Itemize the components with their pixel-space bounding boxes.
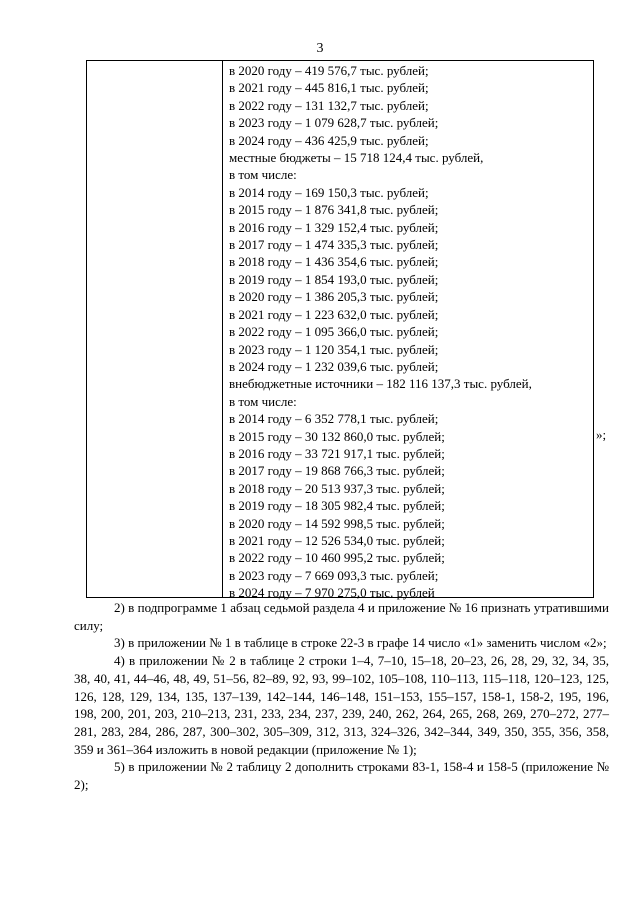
table-line: в 2023 году – 7 669 093,3 тыс. рублей;: [229, 567, 439, 583]
table-line: в том числе:: [229, 167, 297, 183]
table-line: в 2018 году – 20 513 937,3 тыс. рублей;: [229, 480, 445, 496]
table-line: в 2023 году – 1 120 354,1 тыс. рублей;: [229, 341, 439, 357]
table-line: в 2022 году – 1 095 366,0 тыс. рублей;: [229, 324, 439, 340]
amendment-paragraphs: [74, 599, 609, 794]
table-line: в 2017 году – 1 474 335,3 тыс. рублей;: [229, 237, 439, 253]
table-line: внебюджетные источники – 182 116 137,3 тыс. рублей,: [229, 376, 532, 392]
table-line: в 2024 году – 7 970 275,0 тыс. рублей: [229, 585, 435, 601]
table-line: в 2021 году – 12 526 534,0 тыс. рублей;: [229, 532, 445, 548]
table-line: в 2019 году – 1 854 193,0 тыс. рублей;: [229, 271, 439, 287]
table-line: в 2014 году – 169 150,3 тыс. рублей;: [229, 184, 429, 200]
table-line: в 2020 году – 14 592 998,5 тыс. рублей;: [229, 515, 445, 531]
table-line: в 2016 году – 33 721 917,1 тыс. рублей;: [229, 445, 445, 461]
table-column-divider: [222, 61, 223, 597]
table-line: в 2017 году – 19 868 766,3 тыс. рублей;: [229, 463, 445, 479]
table-line: в 2018 году – 1 436 354,6 тыс. рублей;: [229, 254, 439, 270]
amendment-paragraph: 4) в приложении № 2 в таблице 2 строки 1–4, 7–10, 15–18, 20–23, 26, 28, 29, 32, 34, 35, 38, 40, 41, 44–46, 48, 49, 51–56, 82–89, 92, 93, 99–102, 105–108, 110–113, 115–118, 120–123, 125, 126, 128, 129, 134, 135, 137–139, 142–144, 146–148, 151–153, 155–157, 158-1, 158-2, 195, 196, 198, 200, 201, 203, 210–213, 231, 233, 234, 237, 239, 240, 262, 264, 265, 268, 269, 270–272, 277–281, 283, 284, 286, 287, 300–302, 305–309, 312, 313, 324–326, 342–344, 349, 350, 355, 356, 358, 359 и 361–364 изложить в новой редакции (приложение № 1);: [74, 653, 609, 757]
table-line: в 2024 году – 436 425,9 тыс. рублей;: [229, 132, 429, 148]
amendment-paragraph: 2) в подпрограмме 1 абзац седьмой раздела 4 и приложение № 16 признать утратившими силу;: [74, 600, 609, 633]
page-number: 3: [316, 41, 324, 56]
table-line: в 2023 году – 1 079 628,7 тыс. рублей;: [229, 115, 439, 131]
table-line: в 2014 году – 6 352 778,1 тыс. рублей;: [229, 411, 439, 427]
table-line: в 2021 году – 1 223 632,0 тыс. рублей;: [229, 306, 439, 322]
table-line: в 2016 году – 1 329 152,4 тыс. рублей;: [229, 219, 439, 235]
closing-quote-mark: »;: [596, 427, 607, 442]
table-line: в 2022 году – 131 132,7 тыс. рублей;: [229, 97, 429, 113]
table-line: в 2021 году – 445 816,1 тыс. рублей;: [229, 80, 429, 96]
table-line: в 2024 году – 1 232 039,6 тыс. рублей;: [229, 358, 439, 374]
table-line: в том числе:: [229, 393, 297, 409]
amendment-paragraph: 3) в приложении № 1 в таблице в строке 22-3 в графе 14 число «1» заменить числом «2»;: [114, 635, 607, 651]
table-line: в 2015 году – 30 132 860,0 тыс. рублей;: [229, 428, 445, 444]
funding-table-cell: [229, 62, 589, 602]
table-line: в 2020 году – 419 576,7 тыс. рублей;: [229, 63, 429, 78]
table-line: в 2019 году – 18 305 982,4 тыс. рублей;: [229, 498, 445, 514]
table-line: местные бюджеты – 15 718 124,4 тыс. рублей,: [229, 150, 484, 166]
table-line: в 2015 году – 1 876 341,8 тыс. рублей;: [229, 202, 439, 218]
amendment-paragraph: 5) в приложении № 2 таблицу 2 дополнить строками 83-1, 158-4 и 158-5 (приложение № 2);: [74, 759, 609, 793]
funding-table: [86, 60, 594, 601]
table-line: в 2022 году – 10 460 995,2 тыс. рублей;: [229, 550, 445, 566]
table-line: в 2020 году – 1 386 205,3 тыс. рублей;: [229, 289, 439, 305]
